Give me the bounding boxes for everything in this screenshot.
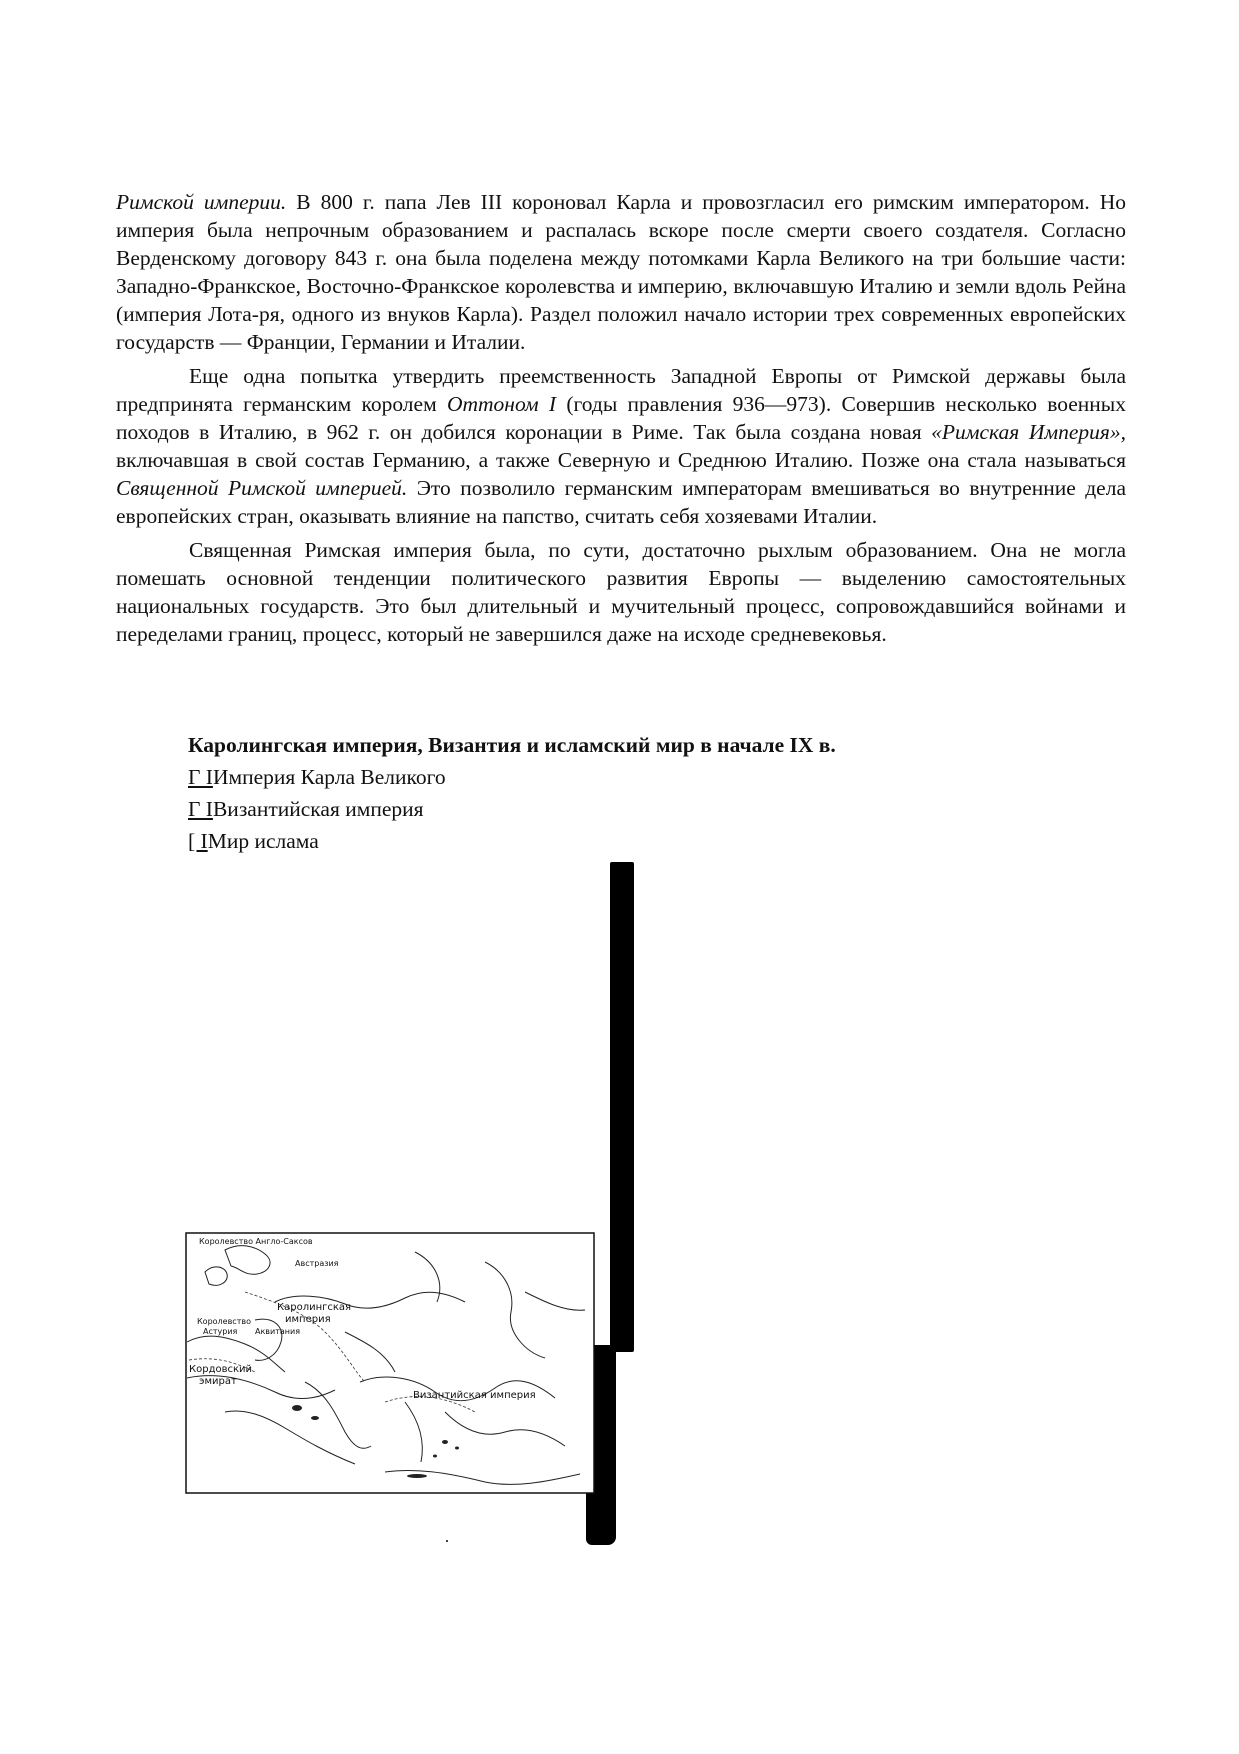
text-run: В 800 г. папа Лев III короновал Карла и провозгласил его римским императором. Но империя была непрочным образованием и распалась вскоре после смерти своего создателя. Согласно Верденскому договору 843 г. она была поделена между потомками Карла Великого на три большие части: Западно-Франкское, Восточно-Франкское королевства и империю, включавшую Италию и земли вдоль Рейна (империя Лота-ря, одного из внуков Карла). Раздел положил начало истории трех современных европейских государств — Франции, Германии и Италии. [116,190,1126,354]
scan-artifact-bar [610,862,634,1352]
map-label-austrasia: Австразия [295,1259,339,1268]
legend-item-islam [188,829,319,854]
historical-map [185,1232,595,1494]
map-label-aquitaine: Аквитания [255,1327,301,1336]
paragraph-1 [116,188,1126,356]
map-caption: Каролингская империя, Византия и исламский мир в начале IX в. [188,733,836,757]
body-text [116,188,1126,654]
map-label-byzantine: Византийская империя [413,1390,536,1401]
legend-item-carolingian [188,765,446,790]
legend-label: Византийская империя [212,797,424,821]
legend-box: Г I [188,765,213,789]
text-run: (годы правления 936—973). Совершив несколько военных походов в Италию, в 962 г. он добился коронации в Риме. Так была создана новая [116,392,1127,444]
map-label-carolingian: Каролингская [277,1302,352,1313]
map-frame [186,1233,594,1493]
map-label-anglo-saxon: Королевство Англо-Саксов [199,1237,313,1246]
italic-term: Оттоном I [446,392,557,416]
legend-item-byzantine [188,797,424,822]
scan-speck [446,1540,448,1542]
map-label-carolingian-2: империя [285,1314,331,1325]
map-label-asturias: Королевство [197,1317,251,1326]
map-label-cordoba: Кордовский [189,1364,253,1375]
legend-label: Мир ислама [207,829,319,853]
text-run: Еще одна попытка утвердить преемственность Западной Европы от Римской державы была предпринята германским королем [116,364,1126,416]
text-run: Священная Римская империя была, по сути, достаточно рыхлым образованием. Она не могла помешать основной тенденции политического развития Европы — выделению самостоятельных национальных государств. Это был длительный и мучительный процесс, сопровождавшийся войнами и переделами границ, процесс, который не завершился даже на исходе средневековья. [116,538,1126,646]
legend-box: [ I [188,829,208,853]
paragraph-2 [116,362,1126,530]
map-label-cordoba-2: эмират [199,1376,237,1387]
legend-label: Империя Карла Великого [212,765,446,789]
italic-term: Священной Римской империей. [116,476,408,500]
legend-box: Г I [188,797,213,821]
map-label-asturias-2: Астурия [203,1327,238,1336]
italic-term: «Римская Империя», [931,420,1126,444]
italic-term: Римской империи. [116,190,287,214]
text-run: Это позволило германским императорам вмешиваться во внутренние дела европейских стран, оказывать влияние на папство, считать себя хозяевами Италии. [116,476,1127,528]
paragraph-3 [116,536,1126,648]
text-run: включавшая в свой состав Германию, а также Северную и Среднюю Италию. Позже она стала называться [116,448,1126,472]
